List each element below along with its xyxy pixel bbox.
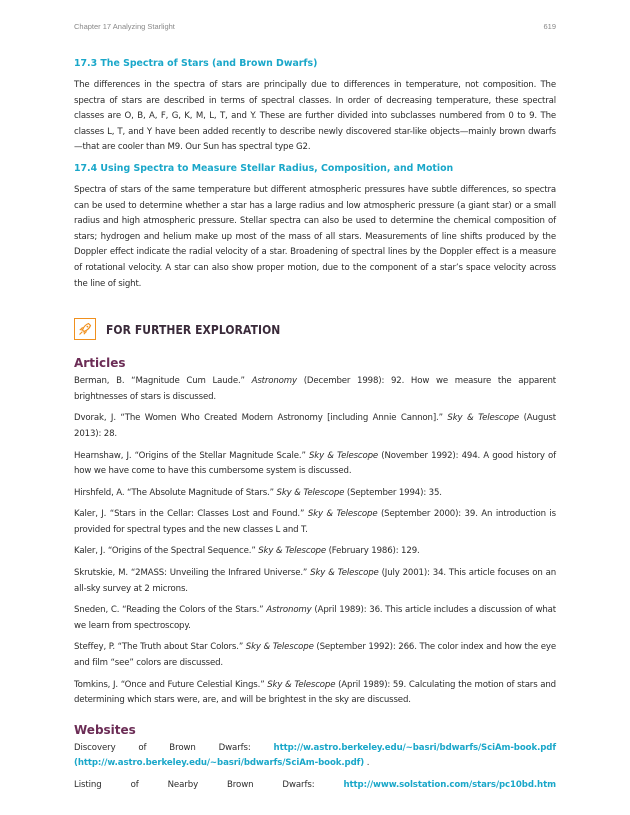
- article-reference: [74, 603, 556, 634]
- article-source: Sky & Telescope: [309, 450, 379, 461]
- website-label-word: Brown: [227, 780, 254, 790]
- website-line: [74, 741, 556, 757]
- article-source: Sky & Telescope: [307, 509, 378, 520]
- websites-list: [74, 741, 556, 794]
- running-header: [74, 22, 556, 31]
- article-source: Sky & Telescope: [245, 642, 314, 653]
- article-details: (November 1992): 494. A good history of how we have come to have this cumbersome system is discussed.: [74, 450, 556, 477]
- website-link-url[interactable]: (http://w.astro.berkeley.edu/~basri/bdwarfs/SciAm-book.pdf): [74, 758, 365, 769]
- articles-heading: Articles: [74, 356, 126, 371]
- section-summary-17-3: The differences in the spectra of stars are principally due to differences in temperature, not composition. The spectra of stars are described in terms of spectral classes. In order of decreasing temperature, these spectral classes are O, B, A, F, G, K, M, L, T, and Y. These are further divided into subclasses numbered from 0 to 9. The classes L, T, and Y have been added recently to describe newly discovered star-like objects—mainly brown dwarfs—that are cooler than M9. Our Sun has spectral type G2.: [74, 80, 556, 153]
- article-details: (April 1989): 59. Calculating the motion of stars and determining which stars were, are, and will be brightest in the sky are discussed.: [74, 679, 556, 706]
- website-label-word: of: [130, 780, 139, 790]
- article-details: (February 1986): 129.: [326, 546, 420, 557]
- website-line: [74, 778, 556, 794]
- website-label-word: Nearby: [167, 780, 199, 790]
- article-reference: [74, 566, 556, 597]
- articles-list: [74, 374, 556, 709]
- article-author-title: Steffey, P. “The Truth about Star Colors.”: [74, 642, 246, 653]
- article-reference: [74, 640, 556, 671]
- article-author-title: Hearnshaw, J. “Origins of the Stellar Magnitude Scale.”: [74, 450, 309, 461]
- further-exploration-header: [74, 316, 556, 342]
- article-reference: [74, 507, 556, 538]
- website-label-word: Brown: [169, 742, 196, 753]
- article-author-title: Skrutskie, M. “2MASS: Unveiling the Infrared Universe.”: [74, 568, 311, 579]
- rocket-icon: [74, 318, 96, 340]
- websites-heading: Websites: [74, 722, 136, 737]
- article-details: (September 2000): 39. An introduction is provided for spectral types and the new classes L and T.: [74, 509, 556, 535]
- article-source: Sky & Telescope: [447, 413, 520, 424]
- website-label-word: Dwarfs:: [282, 780, 315, 790]
- article-author-title: Kaler, J. “Origins of the Spectral Sequence.”: [74, 546, 259, 557]
- website-tail: .: [364, 758, 370, 769]
- website-reference: [74, 741, 556, 772]
- article-details: (August 2013): 28.: [74, 413, 556, 439]
- article-author-title: Sneden, C. “Reading the Colors of the Stars.”: [74, 605, 267, 616]
- article-reference: [74, 449, 556, 480]
- article-author-title: Berman, B. “Magnitude Cum Laude.”: [74, 376, 252, 387]
- article-reference: [74, 374, 556, 405]
- article-reference: [74, 486, 556, 502]
- website-link[interactable]: http://w.astro.berkeley.edu/~basri/bdwarfs/SciAm-book.pdf: [273, 742, 556, 753]
- article-author-title: Dvorak, J. “The Women Who Created Modern Astronomy [including Annie Cannon].”: [74, 413, 448, 424]
- article-source: Astronomy: [266, 605, 312, 616]
- article-details: (September 1992): 266. The color index and how the eye and film “see” colors are discussed.: [74, 642, 556, 669]
- website-line-2: [74, 756, 556, 772]
- website-link[interactable]: http://www.solstation.com/stars/pc10bd.htm: [343, 780, 556, 790]
- article-author-title: Hirshfeld, A. “The Absolute Magnitude of Stars.”: [74, 487, 277, 498]
- article-details: (September 1994): 35.: [344, 487, 442, 498]
- article-source: Sky & Telescope: [310, 568, 379, 579]
- article-reference: [74, 544, 556, 560]
- website-label-word: Dwarfs:: [218, 742, 251, 753]
- article-author-title: Tomkins, J. “Once and Future Celestial Kings.”: [74, 679, 268, 690]
- website-label-word: of: [138, 742, 147, 753]
- article-details: (December 1998): 92. How we measure the apparent brightnesses of stars is discussed.: [74, 376, 556, 402]
- article-reference: [74, 411, 556, 442]
- page-content: [74, 58, 556, 800]
- article-author-title: Kaler, J. “Stars in the Cellar: Classes Lost and Found.”: [74, 509, 308, 520]
- website-label-word: Discovery: [74, 742, 116, 753]
- section-heading-17-4: 17.4 Using Spectra to Measure Stellar Radius, Composition, and Motion: [74, 162, 454, 174]
- article-source: Sky & Telescope: [276, 487, 345, 498]
- article-details: (July 2001): 34. This article focuses on an all-sky survey at 2 microns.: [74, 568, 556, 594]
- article-source: Sky & Telescope: [267, 679, 336, 690]
- section-summary-17-4: Spectra of stars of the same temperature but different atmospheric pressures have subtle differences, so spectra can be used to determine whether a star has a large radius and low atmospheric pressure (a giant star) or a small radius and high atmospheric pressure. Stellar spectra can also be used to determine the chemical composition of stars; hydrogen and helium make up most of the mass of all stars. Measurements of line shifts produced by the Doppler effect indicate the radial velocity of a star. Broadening of spectral lines by the Doppler effect is a measure of rotational velocity. A star can also show proper motion, due to the component of a star’s space velocity across the line of sight.: [74, 184, 556, 289]
- further-exploration-title: FOR FURTHER EXPLORATION: [106, 321, 281, 337]
- page-number: 619: [543, 22, 556, 31]
- article-source: Astronomy: [251, 376, 297, 387]
- article-reference: [74, 678, 556, 709]
- article-details: (April 1989): 36. This article includes a discussion of what we learn from spectroscopy.: [74, 605, 556, 631]
- website-label-word: Listing: [74, 780, 102, 790]
- website-reference: [74, 778, 556, 794]
- section-heading-17-3: 17.3 The Spectra of Stars (and Brown Dwarfs): [74, 58, 318, 69]
- article-source: Sky & Telescope: [258, 546, 327, 557]
- chapter-title: Chapter 17 Analyzing Starlight: [74, 22, 175, 31]
